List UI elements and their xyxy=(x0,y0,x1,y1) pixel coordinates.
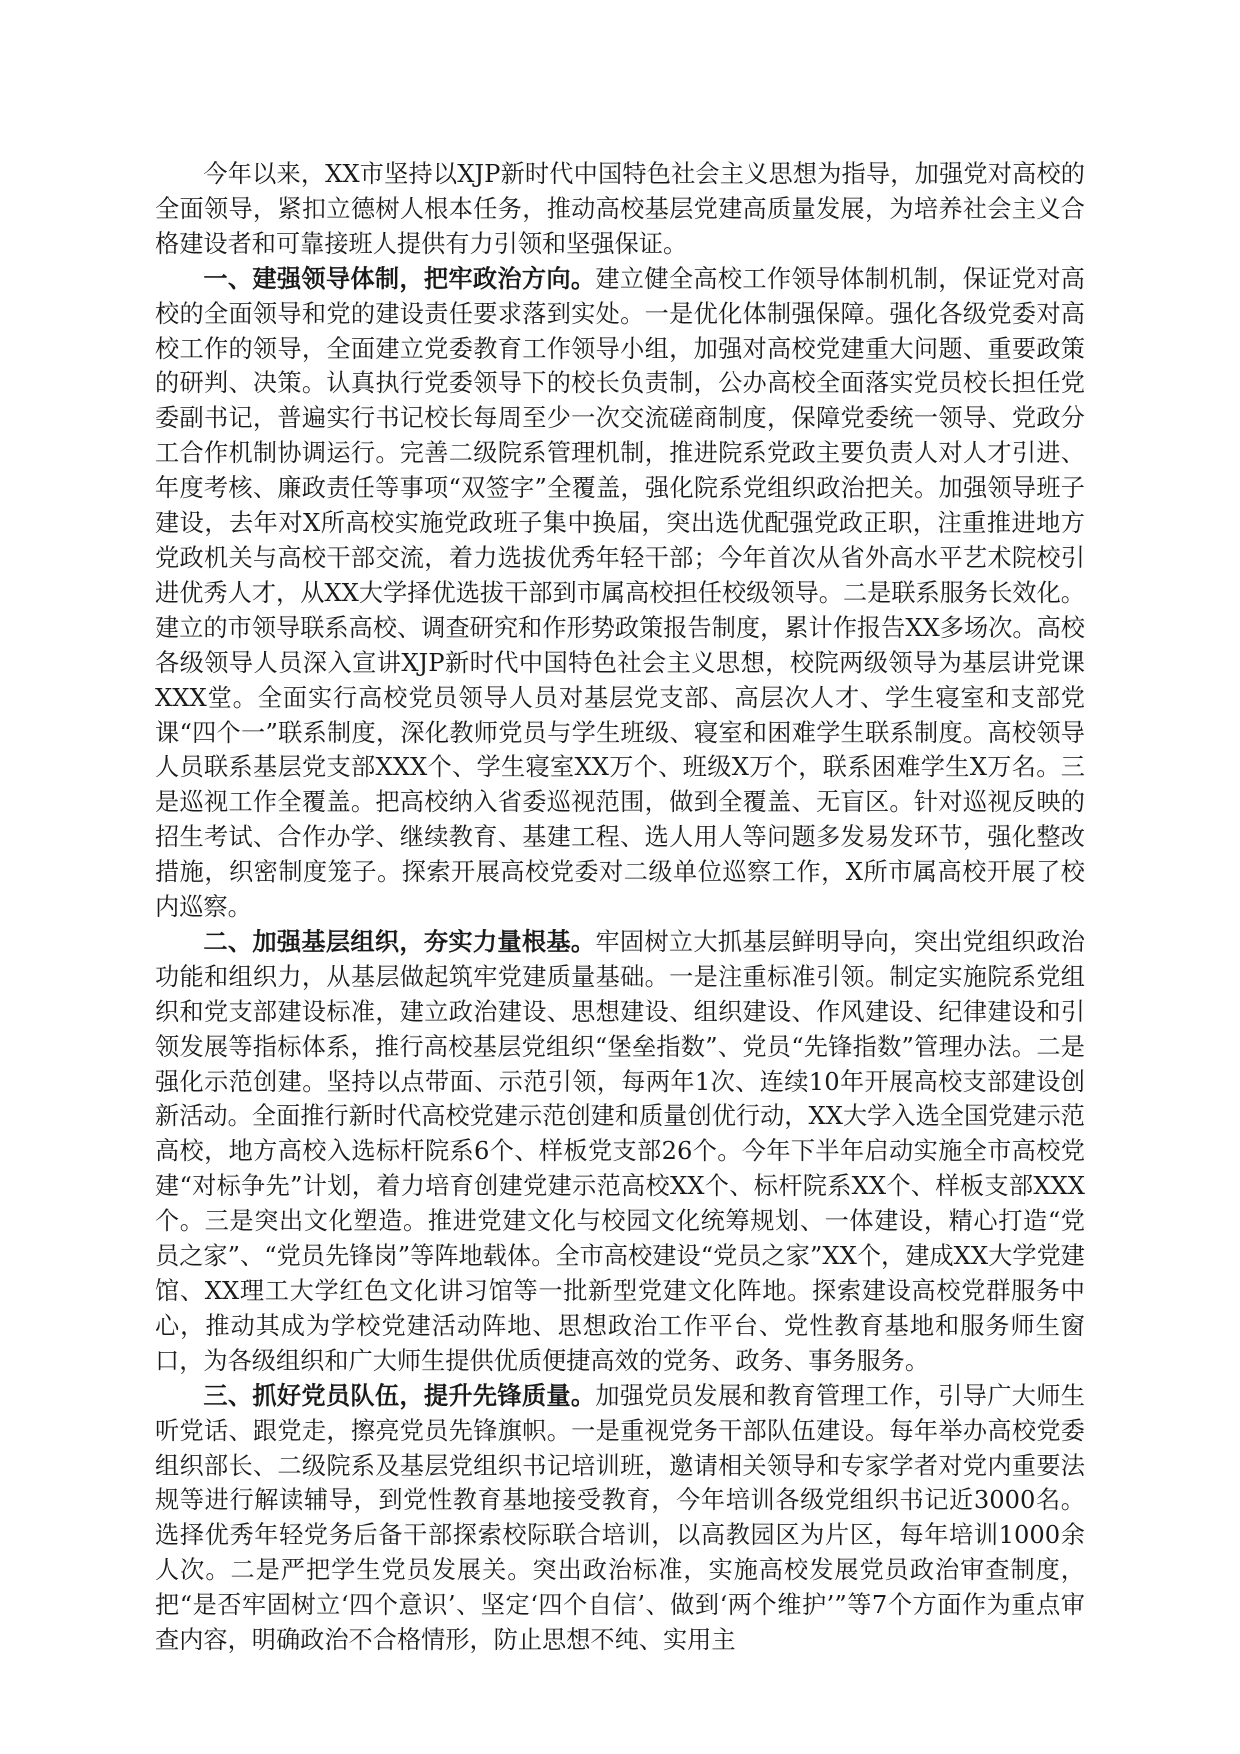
paragraph-text: 加强党员发展和教育管理工作，引导广大师生听党话、跟党走，擦亮党员先锋旗帜。一是重视党务干部队伍建设。每年举办高校党委组织部长、二级院系及基层党组织书记培训班，邀请相关领导和专家学者对党内重要法规等进行解读辅导，到党性教育基地接受教育，今年培训各级党组织书记近3000名。选择优秀年轻党务后备干部探索校际联合培训，以高教园区为片区，每年培训1000余人次。二是严把学生党员发展关。突出政治标准，实施高校发展党员政治审查制度，把“是否牢固树立‘四个意识’、坚定‘四个自信’、做到‘两个维护’”等7个方面作为重点审查内容，明确政治不合格情形，防止思想不纯、实用主 xyxy=(155,1381,1085,1655)
document-body xyxy=(155,157,1085,1658)
paragraph-text: 今年以来，XX市坚持以XJP新时代中国特色社会主义思想为指导，加强党对高校的全面领导，紧扣立德树人根本任务，推动高校基层党建高质量发展，为培养社会主义合格建设者和可靠接班人提供有力引领和坚强保证。 xyxy=(155,160,1085,258)
section-2-paragraph xyxy=(155,925,1085,1379)
intro-paragraph xyxy=(155,157,1085,262)
section-3-paragraph xyxy=(155,1379,1085,1658)
paragraph-text: 建立健全高校工作领导体制机制，保证党对高校的全面领导和党的建设责任要求落到实处。一是优化体制强保障。强化各级党委对高校工作的领导，全面建立党委教育工作领导小组，加强对高校党建重大问题、重要政策的研判、决策。认真执行党委领导下的校长负责制，公办高校全面落实党员校长担任党委副书记，普遍实行书记校长每周至少一次交流磋商制度，保障党委统一领导、党政分工合作机制协调运行。完善二级院系管理机制，推进院系党政主要负责人对人才引进、年度考核、廉政责任等事项“双签字”全覆盖，强化院系党组织政治把关。加强领导班子建设，去年对X所高校实施党政班子集中换届，突出选优配强党政正职，注重推进地方党政机关与高校干部交流，着力选拔优秀年轻干部；今年首次从省外高水平艺术院校引进优秀人才，从XX大学择优选拔干部到市属高校担任校级领导。二是联系服务长效化。建立的市领导联系高校、调查研究和作形势政策报告制度，累计作报告XX多场次。高校各级领导人员深入宣讲XJP新时代中国特色社会主义思想，校院两级领导为基层讲党课XXX堂。全面实行高校党员领导人员对基层党支部、高层次人才、学生寝室和支部党课“四个一”联系制度，深化教师党员与学生班级、寝室和困难学生联系制度。高校领导人员联系基层党支部XXX个、学生寝室XX万个、班级X万个，联系困难学生X万名。三是巡视工作全覆盖。把高校纳入省委巡视范围，做到全覆盖、无盲区。针对巡视反映的招生考试、合作办学、继续教育、基建工程、选人用人等问题多发易发环节，强化整改措施，织密制度笼子。探索开展高校党委对二级单位巡察工作，X所市属高校开展了校内巡察。 xyxy=(155,264,1085,922)
section-2-heading: 二、加强基层组织，夯实力量根基。 xyxy=(203,926,596,956)
section-1-heading: 一、建强领导体制，把牢政治方向。 xyxy=(203,263,596,293)
section-1-paragraph xyxy=(155,262,1085,925)
section-3-heading: 三、抓好党员队伍，提升先锋质量。 xyxy=(203,1380,596,1410)
paragraph-text: 牢固树立大抓基层鲜明导向，突出党组织政治功能和组织力，从基层做起筑牢党建质量基础。一是注重标准引领。制定实施院系党组织和党支部建设标准，建立政治建设、思想建设、组织建设、作风建设、纪律建设和引领发展等指标体系，推行高校基层党组织“堡垒指数”、党员“先锋指数”管理办法。二是强化示范创建。坚持以点带面、示范引领，每两年1次、连续10年开展高校支部建设创新活动。全面推行新时代高校党建示范创建和质量创优行动，XX大学入选全国党建示范高校，地方高校入选标杆院系6个、样板党支部26个。今年下半年启动实施全市高校党建“对标争先”计划，着力培育创建党建示范高校XX个、标杆院系XX个、样板支部XXX个。三是突出文化塑造。推进党建文化与校园文化统筹规划、一体建设，精心打造“党员之家”、“党员先锋岗”等阵地载体。全市高校建设“党员之家”XX个，建成XX大学党建馆、XX理工大学红色文化讲习馆等一批新型党建文化阵地。探索建设高校党群服务中心，推动其成为学校党建活动阵地、思想政治工作平台、党性教育基地和服务师生窗口，为各级组织和广大师生提供优质便捷高效的党务、政务、事务服务。 xyxy=(155,927,1085,1375)
